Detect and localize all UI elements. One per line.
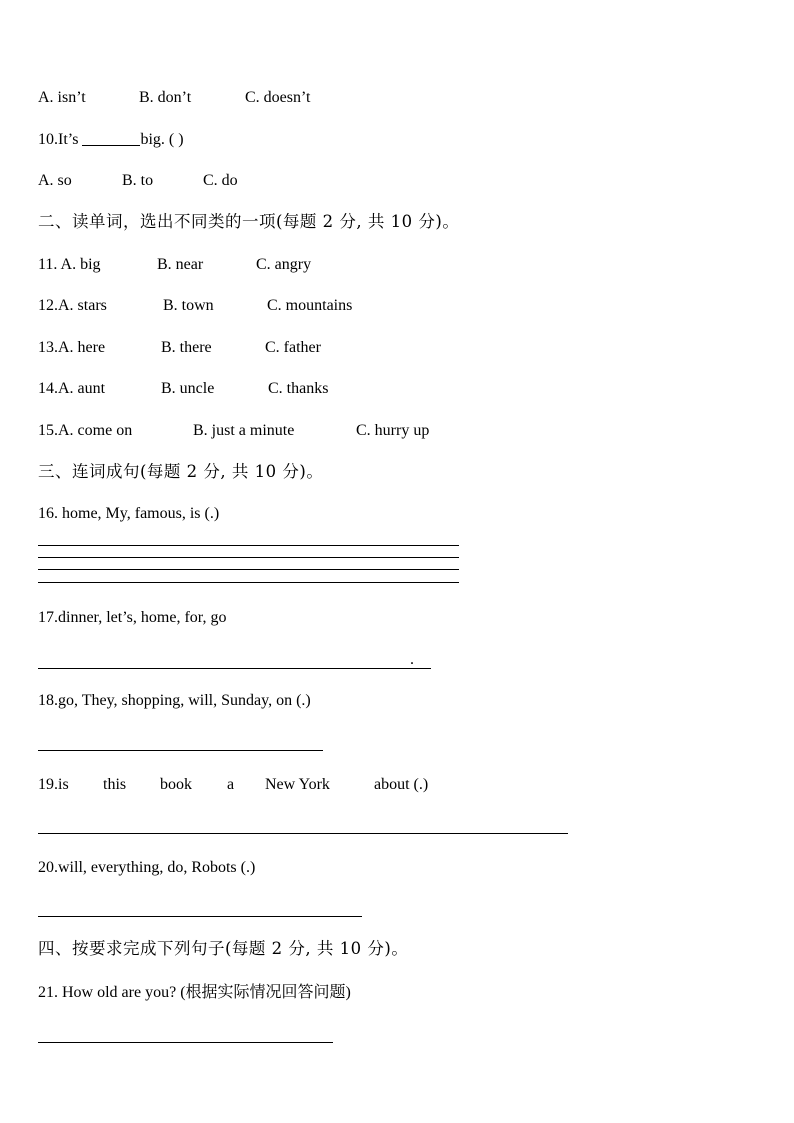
q13-option-c: C. father	[265, 339, 321, 356]
q17-period: .	[410, 651, 414, 668]
q13-option-b: B. there	[161, 339, 212, 356]
q11-option-c: C. angry	[256, 256, 312, 273]
q12-option-b: B. town	[163, 297, 214, 314]
section-3-heading: 三、连词成句(每题 2 分, 共 10 分)。	[38, 462, 324, 481]
q18-writing-line[interactable]	[38, 750, 323, 751]
q19-word: 19.is	[38, 776, 69, 793]
q14-option-a: 14.A. aunt	[38, 380, 106, 397]
q19-word: New York	[265, 776, 330, 793]
q9-option-b: B. don’t	[139, 89, 192, 106]
q16-prompt: 16. home, My, famous, is (.)	[38, 505, 220, 522]
q19-word: book	[160, 776, 192, 793]
q16-writing-line[interactable]	[38, 569, 459, 570]
q19-word: a	[227, 776, 235, 793]
q10-option-b: B. to	[122, 172, 154, 189]
q18-prompt: 18.go, They, shopping, will, Sunday, on (.)	[38, 692, 311, 709]
q9-option-a: A. isn’t	[38, 89, 86, 106]
section-4-heading: 四、按要求完成下列句子(每题 2 分, 共 10 分)。	[38, 939, 409, 958]
q13-option-a: 13.A. here	[38, 339, 106, 356]
q10-stem	[38, 130, 184, 150]
q20-prompt: 20.will, everything, do, Robots (.)	[38, 859, 256, 876]
q21-prompt: 21. How old are you? (根据实际情况回答问题)	[38, 984, 351, 1001]
q12-option-a: 12.A. stars	[38, 297, 107, 314]
q16-writing-line[interactable]	[38, 582, 459, 583]
section-2-heading: 二、读单词，选出不同类的一项(每题 2 分, 共 10 分)。	[38, 212, 460, 231]
q15-option-b: B. just a minute	[193, 422, 295, 439]
q11-option-b: B. near	[157, 256, 204, 273]
q20-writing-line[interactable]	[38, 916, 362, 917]
q9-option-c: C. doesn’t	[245, 89, 311, 106]
q16-writing-line[interactable]	[38, 545, 459, 546]
q19-word: about (.)	[374, 776, 429, 793]
q21-writing-line[interactable]	[38, 1042, 333, 1043]
q16-writing-line[interactable]	[38, 557, 459, 558]
q17-writing-line-end[interactable]	[416, 668, 430, 669]
q10-option-c: C. do	[203, 172, 238, 189]
q17-prompt: 17.dinner, let’s, home, for, go	[38, 609, 227, 626]
q17-writing-line[interactable]	[38, 668, 431, 669]
q10-stem-start: 10.It’s	[38, 131, 83, 148]
answer-blank[interactable]	[82, 131, 140, 146]
q12-option-c: C. mountains	[267, 297, 353, 314]
q10-stem-end: big. ( )	[140, 131, 184, 148]
q11-option-a: 11. A. big	[38, 256, 101, 273]
q19-word: this	[103, 776, 127, 793]
q15-option-c: C. hurry up	[356, 422, 430, 439]
q19-writing-line[interactable]	[38, 833, 568, 834]
q15-option-a: 15.A. come on	[38, 422, 133, 439]
q14-option-b: B. uncle	[161, 380, 215, 397]
q10-option-a: A. so	[38, 172, 72, 189]
q14-option-c: C. thanks	[268, 380, 329, 397]
